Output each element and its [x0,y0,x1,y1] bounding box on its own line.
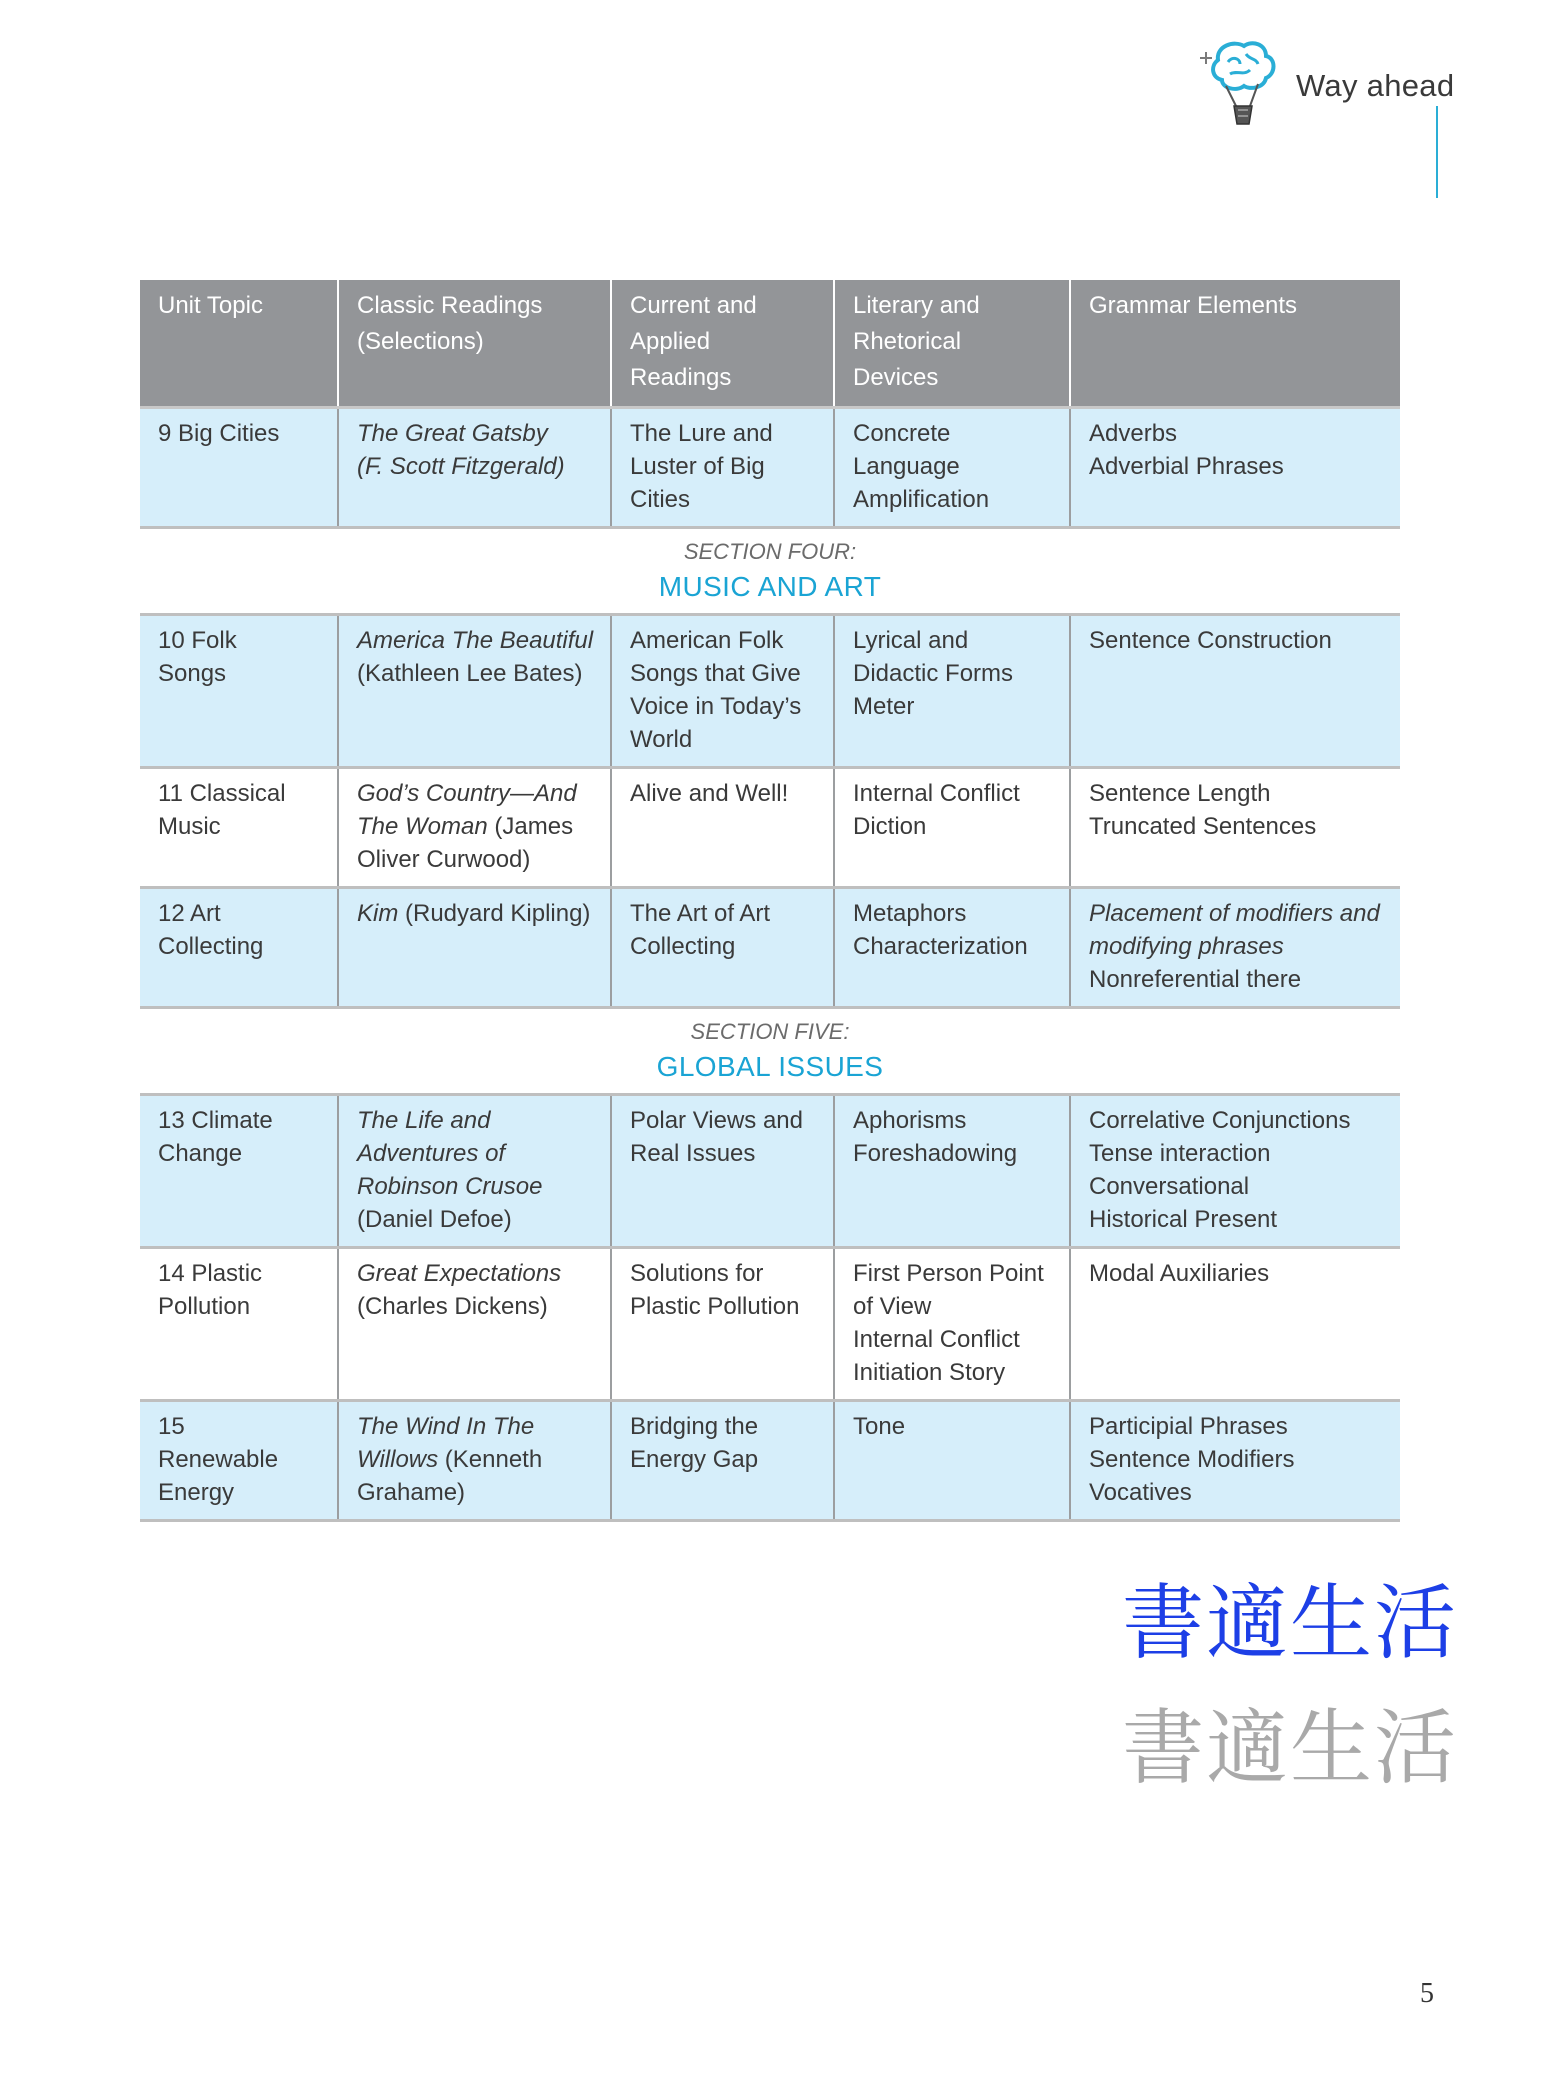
grammar-element-cell: Modal Auxiliaries [1069,1249,1400,1399]
section-five-heading [140,1009,1400,1093]
unit-topic-cell: 10 Folk Songs [158,627,237,687]
table-row [140,769,1400,889]
literary-device-cell: Internal Conflict Diction [833,769,1069,886]
classic-reading-cell: The Life and Adventures of Robinson Crusoe (Daniel Defoe) [337,1096,610,1246]
unit-topic-cell: 14 Plastic Pollution [158,1260,263,1320]
literary-device-cell: First Person Point of View Internal Conflict Initiation Story [833,1249,1069,1399]
literary-device-cell: Metaphors Characterization [833,889,1069,1006]
literary-device-cell: Concrete Language Amplification [833,409,1069,526]
header-literary-devices: Literary and Rhetorical Devices [833,280,1069,406]
contents-table [140,280,1400,1522]
literary-device-cell: Tone [833,1402,1069,1519]
unit-topic-cell: 9 Big Cities [158,420,280,447]
unit-topic-cell: 13 Climate Change [158,1107,273,1167]
header-current-readings: Current and Applied Readings [610,280,833,406]
grammar-element-cell: Participial Phrases Sentence Modifiers Vocatives [1069,1402,1400,1519]
section-four-label: SECTION FOUR: [683,539,857,564]
header-unit-topic: Unit Topic [158,292,263,319]
unit-topic-cell: 15 Renewable Energy [158,1413,279,1506]
classic-reading-cell: Great Expectations (Charles Dickens) [337,1249,610,1399]
table-row [140,409,1400,529]
section-five-label: SECTION FIVE: [690,1019,850,1044]
table-header-row [140,280,1400,409]
classic-reading-cell: The Great Gatsby (F. Scott Fitzgerald) [337,409,610,526]
unit-topic-cell: 11 Classical Music [158,780,286,840]
watermark-gray: 書適生活 [1122,1701,1459,1796]
section-five-title: GLOBAL ISSUES [656,1051,884,1082]
grammar-element-cell: Placement of modifiers and modifying phrases Nonreferential there [1069,889,1400,1006]
current-reading-cell: The Lure and Luster of Big Cities [610,409,833,526]
section-four-title: MUSIC AND ART [658,571,882,602]
classic-reading-cell: America The Beautiful (Kathleen Lee Bates) [337,616,610,766]
current-reading-cell: The Art of Art Collecting [610,889,833,1006]
classic-reading-cell: Kim (Rudyard Kipling) [337,889,610,1006]
literary-device-cell: Lyrical and Didactic Forms Meter [833,616,1069,766]
table-row [140,613,1400,769]
classic-reading-cell: God’s Country—And The Woman (James Oliver Curwood) [337,769,610,886]
grammar-element-cell: Correlative Conjunctions Tense interaction Conversational Historical Present [1069,1096,1400,1246]
current-reading-cell: Bridging the Energy Gap [610,1402,833,1519]
classic-reading-cell: The Wind In The Willows (Kenneth Grahame) [337,1402,610,1519]
watermark-blue: 書適生活 [1122,1576,1459,1671]
table-row [140,889,1400,1009]
grammar-element-cell: Sentence Construction [1069,616,1400,766]
header-grammar-elements: Grammar Elements [1069,280,1400,406]
unit-topic-cell: 12 Art Collecting [158,900,264,960]
brain-balloon-icon [1196,40,1296,140]
current-reading-cell: American Folk Songs that Give Voice in Today’s World [610,616,833,766]
table-row [140,1093,1400,1249]
table-row [140,1249,1400,1402]
header-rule [1436,106,1438,198]
header-logo [1196,40,1455,160]
literary-device-cell: Aphorisms Foreshadowing [833,1096,1069,1246]
current-reading-cell: Solutions for Plastic Pollution [610,1249,833,1399]
page-number: 5 [1420,1978,1434,2009]
brand-text: Way ahead [1296,68,1455,103]
grammar-element-cell: Adverbs Adverbial Phrases [1069,409,1400,526]
current-reading-cell: Alive and Well! [610,769,833,886]
table-row [140,1402,1400,1522]
current-reading-cell: Polar Views and Real Issues [610,1096,833,1246]
header-classic-readings: Classic Readings (Selections) [337,280,610,406]
grammar-element-cell: Sentence Length Truncated Sentences [1069,769,1400,886]
section-four-heading [140,529,1400,613]
